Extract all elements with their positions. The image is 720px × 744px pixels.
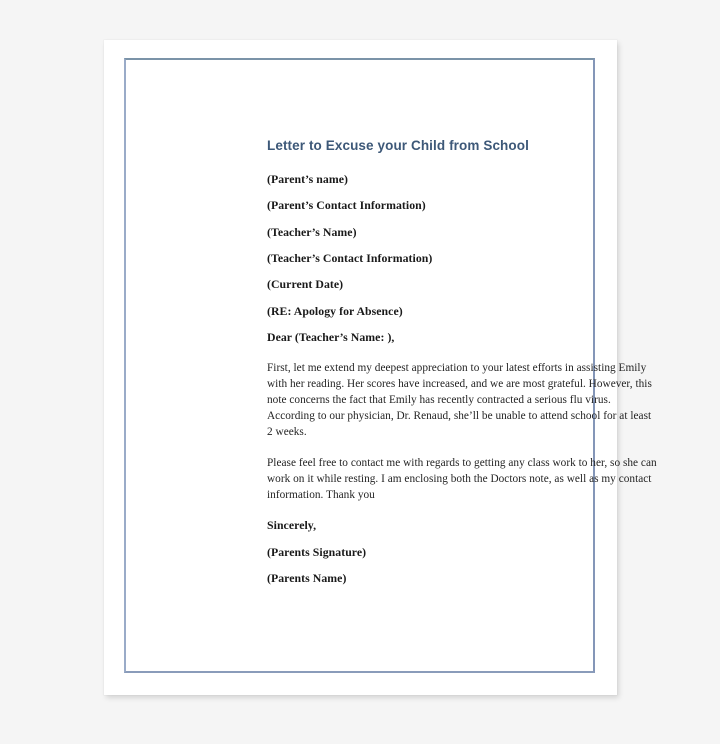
page-title: Letter to Excuse your Child from School <box>267 138 529 153</box>
field-parent-name: (Parent’s name) <box>267 171 349 186</box>
salutation-line: Dear (Teacher’s Name: ), <box>267 329 395 344</box>
field-teacher-contact: (Teacher’s Contact Information) <box>267 250 433 265</box>
closing-block <box>267 518 659 585</box>
closing-sincerely: Sincerely, <box>267 518 317 533</box>
field-subject-line: (RE: Apology for Absence) <box>267 303 403 318</box>
closing-signature: (Parents Signature) <box>267 544 367 559</box>
field-current-date: (Current Date) <box>267 277 344 292</box>
field-teacher-name: (Teacher’s Name) <box>267 224 357 239</box>
body-paragraph-2: Please feel free to contact me with regards to getting any class work to her, so she can work on it while resting. I am enclosing both the Doctors note, as well as my contact information. Thank you <box>267 457 657 502</box>
letter-content <box>267 138 659 585</box>
body-paragraph-1: First, let me extend my deepest appreciation to your latest efforts in assisting Emily with her reading. Her scores have increased, and we are most grateful. However, this note concerns the fact that Emily has recently contracted a serious flu virus. According to our physician, Dr. Renaud, she’ll be unable to attend school for at least 2 weeks. <box>267 362 652 439</box>
header-fields-block <box>267 172 659 318</box>
body-paragraphs-block <box>267 360 659 503</box>
page-sheet <box>104 40 657 695</box>
field-parent-contact: (Parent’s Contact Information) <box>267 198 426 213</box>
closing-name: (Parents Name) <box>267 571 347 586</box>
